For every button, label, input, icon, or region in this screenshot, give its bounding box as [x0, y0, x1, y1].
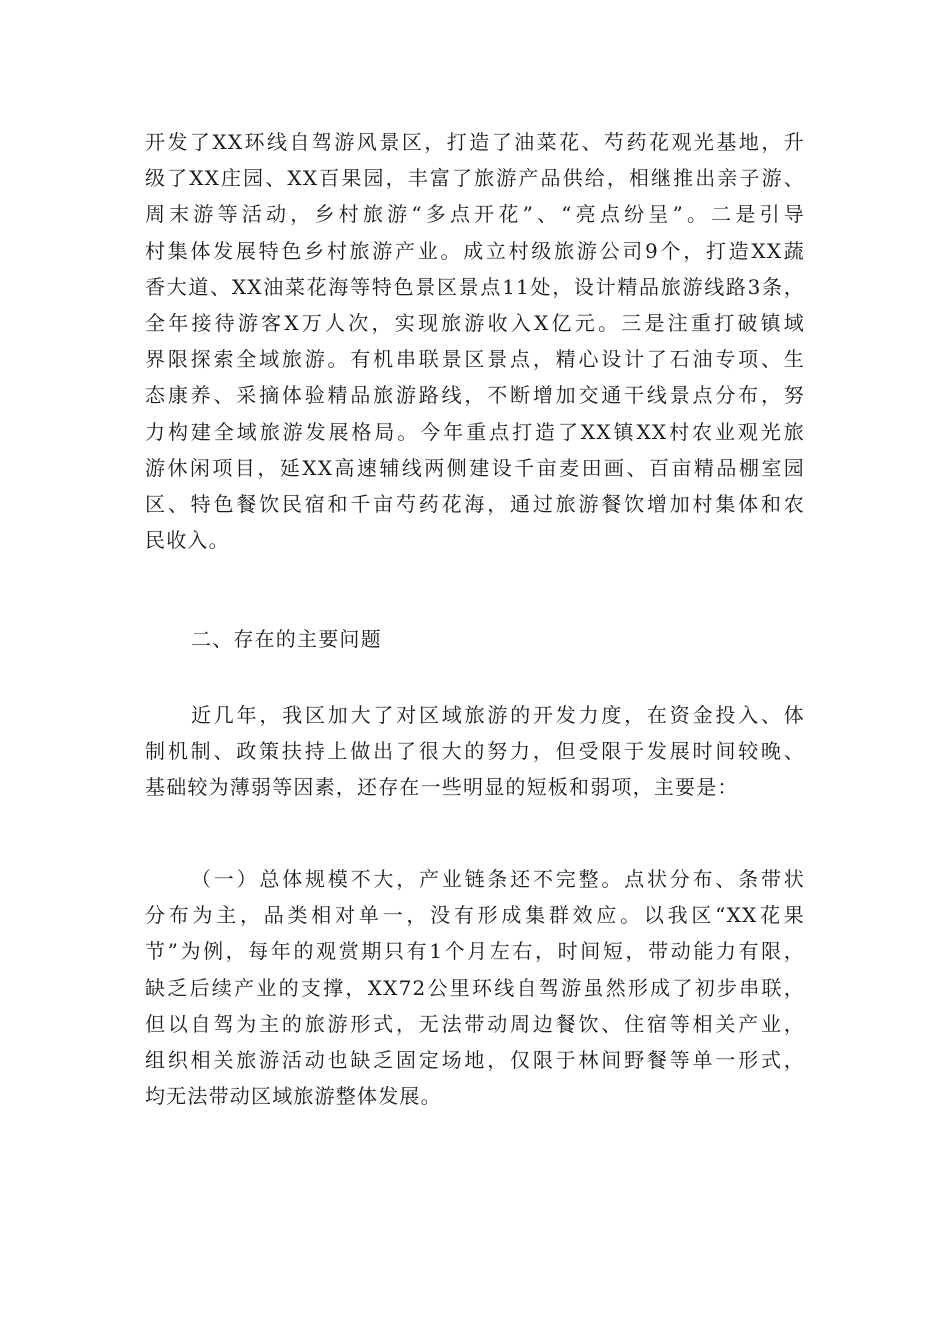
paragraph-line: 界限探索全域旅游。有机串联景区景点，精心设计了石油专项、生	[145, 347, 805, 372]
paragraph-line: 但以自驾为主的旅游形式，无法带动周边餐饮、住宿等相关产业，	[145, 1011, 805, 1036]
paragraph-problems-intro	[145, 697, 805, 806]
paragraph-line: 均无法带动区域旅游整体发展。	[145, 1084, 442, 1109]
section-heading	[145, 621, 805, 657]
paragraph-line: 区、特色餐饮民宿和千亩芍药花海，通过旅游餐饮增加村集体和农	[145, 491, 805, 516]
paragraph-tourism-development	[145, 124, 805, 558]
paragraph-problem-one	[145, 861, 805, 1114]
paragraph-line: 全年接待游客X万人次，实现旅游收入X亿元。三是注重打破镇域	[145, 310, 805, 335]
paragraph-line: 开发了XX环线自驾游风景区，打造了油菜花、芍药花观光基地，升	[145, 130, 805, 154]
paragraph-line: 组织相关旅游活动也缺乏固定场地，仅限于林间野餐等单一形式，	[145, 1047, 805, 1072]
paragraph-line: 力构建全域旅游发展格局。今年重点打造了XX镇XX村农业观光旅	[145, 419, 805, 444]
paragraph-line: 级了XX庄园、XX百果园，丰富了旅游产品供给，相继推出亲子游、	[145, 166, 805, 191]
paragraph-line: 制机制、政策扶持上做出了很大的努力，但受限于发展时间较晚、	[145, 739, 805, 764]
paragraph-line: 分布为主，品类相对单一，没有形成集群效应。以我区“XX花果	[145, 903, 805, 928]
paragraph-line: 态康养、采摘体验精品旅游路线，不断增加交通干线景点分布，努	[145, 383, 805, 408]
paragraph-line: 村集体发展特色乡村旅游产业。成立村级旅游公司9个，打造XX蔬	[145, 238, 805, 263]
paragraph-line: 香大道、XX油菜花海等特色景区景点11处，设计精品旅游线路3条，	[145, 274, 805, 299]
paragraph-line: 近几年，我区加大了对区域旅游的开发力度，在资金投入、体	[191, 703, 805, 727]
paragraph-line: 民收入。	[145, 528, 230, 553]
paragraph-line: 缺乏后续产业的支撑，XX72公里环线自驾游虽然形成了初步串联，	[145, 975, 805, 1000]
paragraph-line: 周末游等活动，乡村旅游“多点开花”、“亮点纷呈”。二是引导	[145, 202, 805, 227]
paragraph-line: 节”为例，每年的观赏期只有1个月左右，时间短，带动能力有限，	[145, 939, 805, 964]
paragraph-line: （一）总体规模不大，产业链条还不完整。点状分布、条带状	[191, 867, 805, 891]
paragraph-line: 游休闲项目，延XX高速辅线两侧建设千亩麦田画、百亩精品棚室园	[145, 455, 805, 480]
section-heading-text: 二、存在的主要问题	[191, 627, 382, 651]
paragraph-line: 基础较为薄弱等因素，还存在一些明显的短板和弱项，主要是：	[145, 775, 739, 800]
